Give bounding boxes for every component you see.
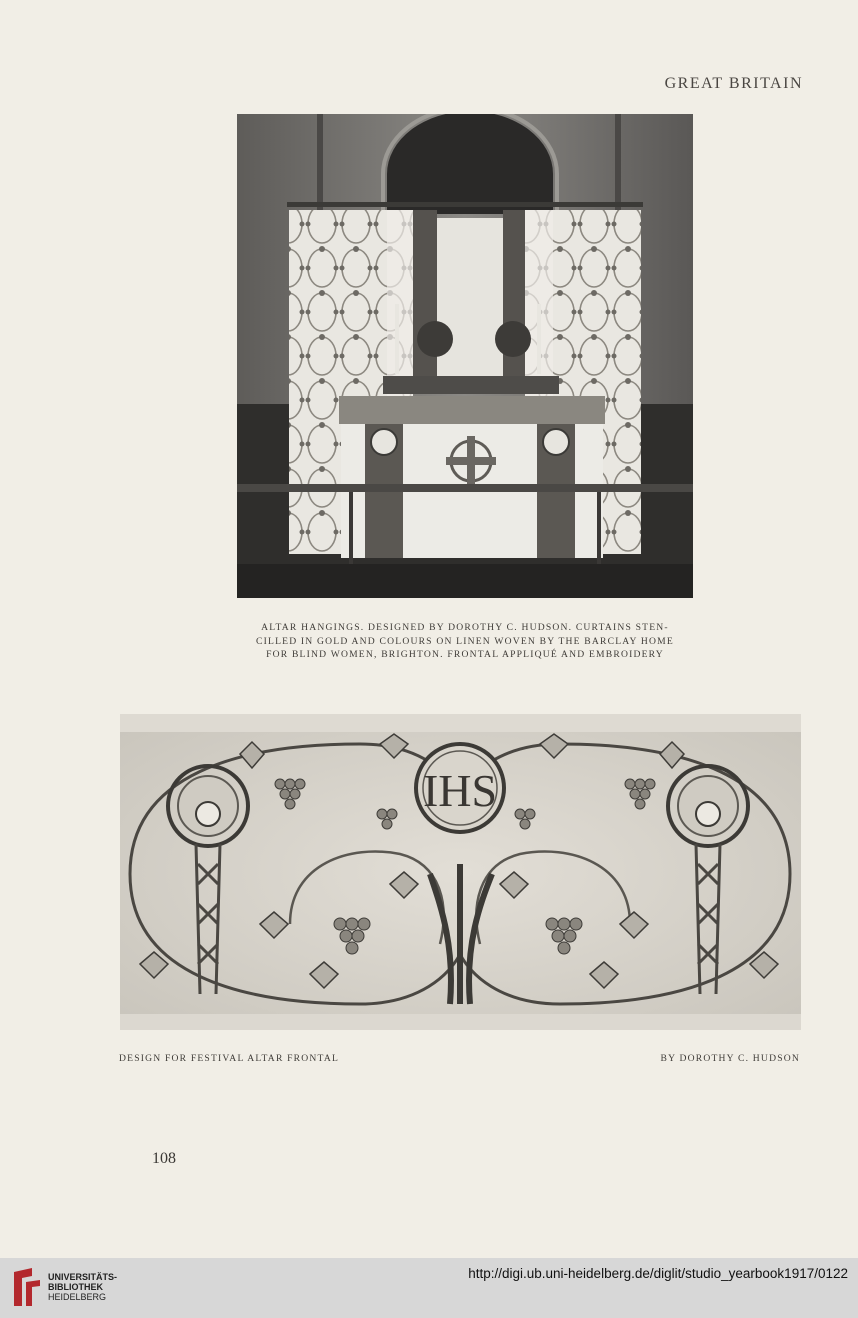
page-number: 108: [152, 1150, 176, 1167]
library-name: [48, 1272, 117, 1302]
ihs-monogram: IHS: [422, 765, 498, 816]
caption-line: CILLED IN GOLD AND COLOURS ON LINEN WOVEN BY THE BARCLAY HOME: [256, 635, 674, 647]
altar-frontal-design: [120, 714, 801, 1030]
library-logo-icon: [10, 1266, 44, 1308]
altar-hangings-caption: [200, 621, 730, 662]
running-head: GREAT BRITAIN: [664, 75, 803, 92]
caption-line: ALTAR HANGINGS. DESIGNED BY DOROTHY C. HUDSON. CURTAINS STEN-: [261, 622, 669, 633]
frontal-caption-credit: BY DOROTHY C. HUDSON: [660, 1053, 800, 1064]
frontal-caption-title: DESIGN FOR FESTIVAL ALTAR FRONTAL: [119, 1053, 340, 1064]
library-name-line: BIBLIOTHEK: [48, 1282, 103, 1292]
library-name-line: HEIDELBERG: [48, 1292, 107, 1302]
caption-line: FOR BLIND WOMEN, BRIGHTON. FRONTAL APPLIQUÉ AND EMBROIDERY: [266, 649, 664, 660]
library-name-line: UNIVERSITÄTS-: [48, 1272, 118, 1282]
altar-hangings-photo: [237, 114, 693, 598]
permalink-url[interactable]: http://digi.ub.uni-heidelberg.de/diglit/studio_yearbook1917/0122: [468, 1266, 848, 1281]
